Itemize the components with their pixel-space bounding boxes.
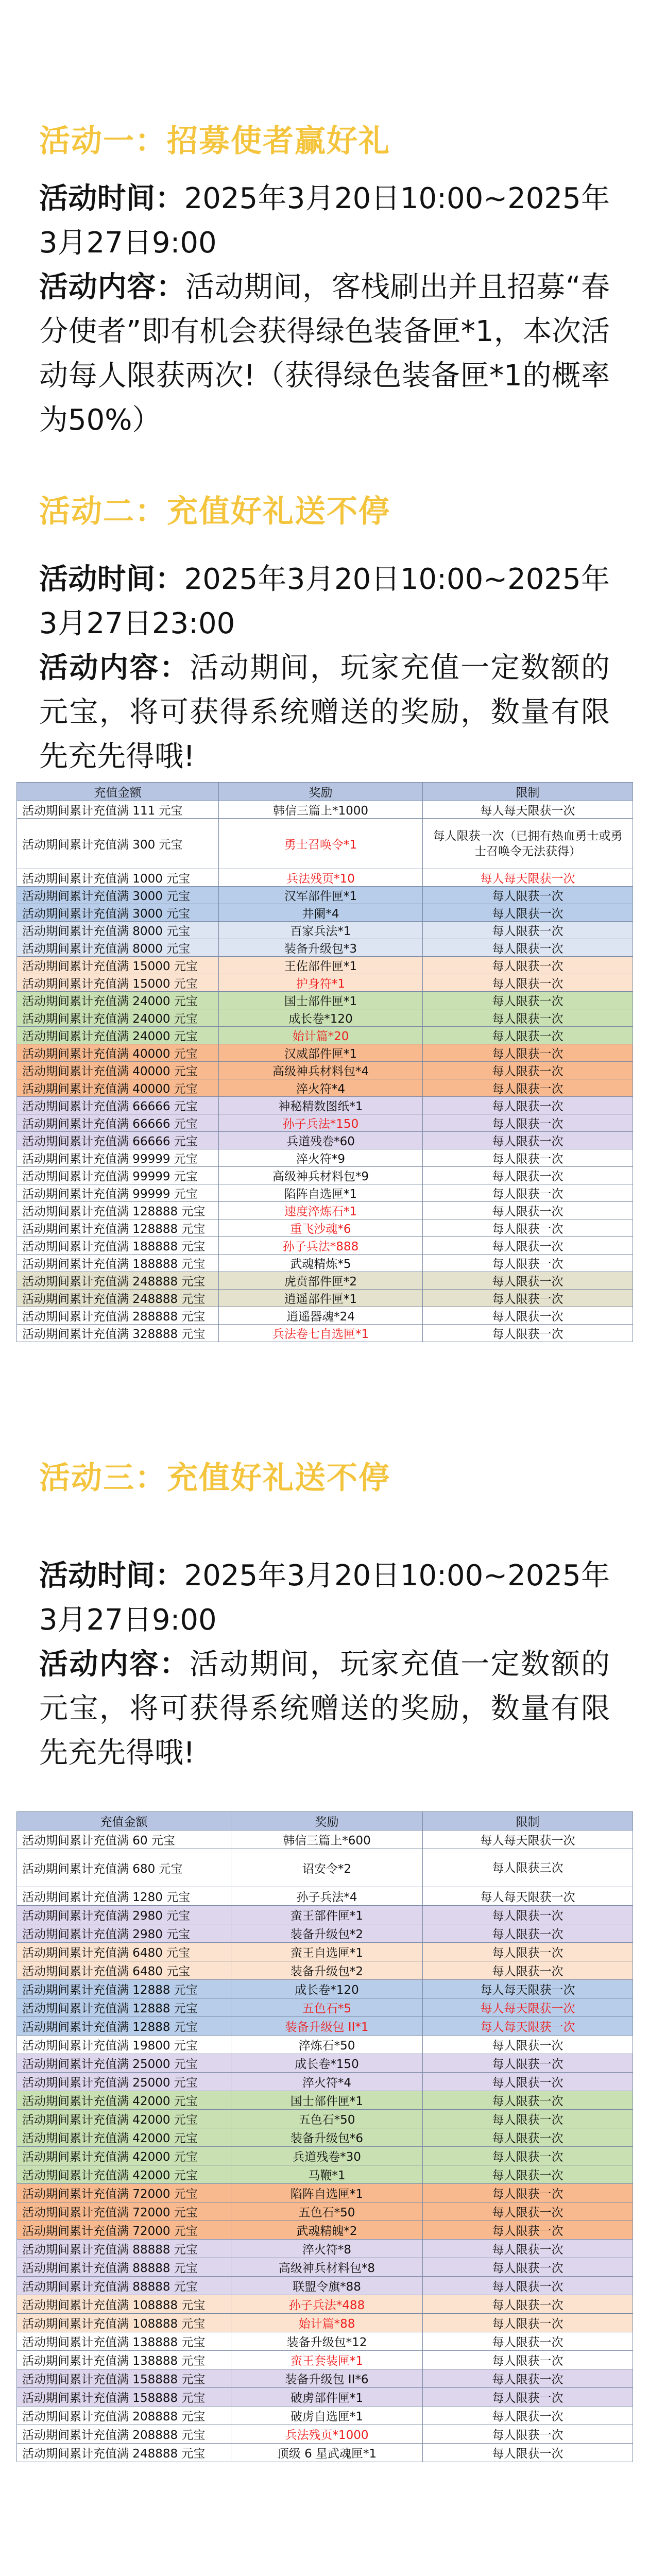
reward-cell: 韩信三篇上*1000: [219, 801, 423, 819]
amount-cell: 活动期间累计充值满 6480 元宝: [17, 1961, 231, 1980]
limit-cell: 每人限获一次（已拥有热血勇士或勇士召唤令无法获得）: [423, 819, 633, 869]
reward-cell: 国士部件匣*1: [219, 992, 423, 1009]
reward-cell: 虎贲部件匣*2: [219, 1272, 423, 1290]
header-amount: 充值金额: [17, 1812, 231, 1831]
amount-cell: 活动期间累计充值满 8000 元宝: [17, 939, 219, 957]
table-row: [17, 2091, 633, 2110]
table-row: [17, 1325, 633, 1342]
table-row: [17, 2351, 633, 2369]
table-row: [17, 974, 633, 992]
table-row: [17, 2110, 633, 2128]
amount-cell: 活动期间累计充值满 108888 元宝: [17, 2295, 231, 2314]
reward-cell: 兵道残卷*30: [231, 2147, 423, 2165]
limit-cell: 每人每天限获一次: [423, 1980, 633, 1998]
table-row: [17, 2128, 633, 2147]
amount-cell: 活动期间累计充值满 42000 元宝: [17, 2110, 231, 2128]
reward-cell: 韩信三篇上*600: [231, 1831, 423, 1849]
activity-1-content: [39, 265, 610, 443]
amount-cell: 活动期间累计充值满 2980 元宝: [17, 1906, 231, 1924]
amount-cell: 活动期间累计充值满 40000 元宝: [17, 1062, 219, 1079]
reward-cell: 汉威部件匣*1: [219, 1044, 423, 1062]
limit-cell: 每人限获一次: [423, 2110, 633, 2128]
limit-cell: 每人限获一次: [423, 2369, 633, 2388]
table-header-row: [17, 1812, 633, 1831]
reward-cell: 装备升级包*12: [231, 2332, 423, 2351]
content-value: 活动期间，玩家充值一定数额的元宝，将可获得系统赠送的奖励，数量有限先充先得哦!: [39, 651, 610, 773]
table-row: [17, 1167, 633, 1184]
table-row: [17, 1998, 633, 2017]
reward-cell: 装备升级包 II*1: [231, 2017, 423, 2036]
reward-cell: 孙子兵法*150: [219, 1114, 423, 1132]
limit-cell: 每人每天限获一次: [423, 801, 633, 819]
limit-cell: 每人限获一次: [423, 1132, 633, 1149]
amount-cell: 活动期间累计充值满 248888 元宝: [17, 2444, 231, 2462]
limit-cell: 每人每天限获一次: [423, 1887, 633, 1906]
table-row: [17, 2036, 633, 2054]
content-label: 活动内容：: [39, 1648, 190, 1681]
amount-cell: 活动期间累计充值满 42000 元宝: [17, 2091, 231, 2110]
reward-cell: 始计篇*20: [219, 1027, 423, 1044]
amount-cell: 活动期间累计充值满 158888 元宝: [17, 2369, 231, 2388]
table-row: [17, 2332, 633, 2351]
amount-cell: 活动期间累计充值满 208888 元宝: [17, 2406, 231, 2425]
table-row: [17, 1114, 633, 1132]
table-row: [17, 1924, 633, 1943]
time-label: 活动时间：: [39, 182, 184, 215]
time-value: 2025年3月20日10:00~2025年3月27日23:00: [39, 563, 610, 640]
reward-table-2: [16, 1811, 633, 2462]
activity-2: [0, 443, 649, 779]
reward-table-1-wrapper: [0, 782, 649, 1342]
time-label: 活动时间：: [39, 1559, 184, 1592]
amount-cell: 活动期间累计充值满 99999 元宝: [17, 1167, 219, 1184]
amount-cell: 活动期间累计充值满 128888 元宝: [17, 1202, 219, 1219]
limit-cell: 每人限获一次: [423, 2258, 633, 2277]
amount-cell: 活动期间累计充值满 15000 元宝: [17, 957, 219, 974]
table-row: [17, 904, 633, 922]
reward-cell: 兵法卷七自选匣*1: [219, 1325, 423, 1342]
limit-cell: 每人限获一次: [423, 1202, 633, 1219]
reward-cell: 孙子兵法*488: [231, 2295, 423, 2314]
reward-cell: 五色石*50: [231, 2202, 423, 2221]
reward-cell: 成长卷*120: [231, 1980, 423, 1998]
amount-cell: 活动期间累计充值满 25000 元宝: [17, 2073, 231, 2091]
table-header-row: [17, 783, 633, 801]
limit-cell: 每人限获一次: [423, 2091, 633, 2110]
table-row: [17, 2184, 633, 2202]
table-row: [17, 2425, 633, 2444]
table-row: [17, 2202, 633, 2221]
limit-cell: 每人限获一次: [423, 2406, 633, 2425]
amount-cell: 活动期间累计充值满 72000 元宝: [17, 2221, 231, 2240]
table-row: [17, 869, 633, 887]
amount-cell: 活动期间累计充值满 24000 元宝: [17, 1027, 219, 1044]
amount-cell: 活动期间累计充值满 88888 元宝: [17, 2258, 231, 2277]
amount-cell: 活动期间累计充值满 108888 元宝: [17, 2314, 231, 2332]
table-row: [17, 1237, 633, 1255]
limit-cell: 每人限获一次: [423, 2314, 633, 2332]
limit-cell: 每人限获一次: [423, 1237, 633, 1255]
amount-cell: 活动期间累计充值满 288888 元宝: [17, 1307, 219, 1325]
reward-cell: 孙子兵法*888: [219, 1237, 423, 1255]
reward-cell: 陷阵自选匣*1: [231, 2184, 423, 2202]
limit-cell: 每人限获一次: [423, 2147, 633, 2165]
reward-cell: 蛮王部件匣*1: [231, 1906, 423, 1924]
limit-cell: 每人限获一次: [423, 939, 633, 957]
table-row: [17, 819, 633, 869]
reward-cell: 淬火符*8: [231, 2240, 423, 2258]
limit-cell: 每人限获一次: [423, 992, 633, 1009]
table-row: [17, 1887, 633, 1906]
reward-cell: 破虏部件匣*1: [231, 2388, 423, 2406]
reward-cell: 装备升级包*3: [219, 939, 423, 957]
reward-cell: 高级神兵材料包*9: [219, 1167, 423, 1184]
content-value: 活动期间，玩家充值一定数额的元宝，将可获得系统赠送的奖励，数量有限先充先得哦!: [39, 1648, 610, 1770]
reward-cell: 淬炼石*50: [231, 2036, 423, 2054]
table-row: [17, 1132, 633, 1149]
limit-cell: 每人限获一次: [423, 1009, 633, 1027]
content-value: 活动期间，客栈刷出并且招募“春分使者”即有机会获得绿色装备匣*1，本次活动每人限获两次!（获得绿色装备匣*1的概率为50%）: [39, 270, 610, 437]
activity-3-title: 活动三：充值好礼送不停: [39, 1460, 390, 1496]
table-row: [17, 2221, 633, 2240]
amount-cell: 活动期间累计充值满 138888 元宝: [17, 2332, 231, 2351]
amount-cell: 活动期间累计充值满 66666 元宝: [17, 1132, 219, 1149]
amount-cell: 活动期间累计充值满 24000 元宝: [17, 992, 219, 1009]
reward-cell: 蛮王自选匣*1: [231, 1943, 423, 1961]
limit-cell: 每人限获一次: [423, 1062, 633, 1079]
table-row: [17, 1943, 633, 1961]
limit-cell: 每人限获一次: [423, 1097, 633, 1114]
table-row: [17, 1961, 633, 1980]
table-row: [17, 1079, 633, 1097]
table-row: [17, 2388, 633, 2406]
activity-3-time: [39, 1554, 610, 1642]
table-row: [17, 1027, 633, 1044]
amount-cell: 活动期间累计充值满 88888 元宝: [17, 2277, 231, 2295]
table-row: [17, 922, 633, 939]
reward-cell: 重飞沙魂*6: [219, 1219, 423, 1237]
amount-cell: 活动期间累计充值满 188888 元宝: [17, 1255, 219, 1272]
reward-cell: 武魂精魄*2: [231, 2221, 423, 2240]
reward-cell: 顶级 6 星武魂匣*1: [231, 2444, 423, 2462]
table-row: [17, 1184, 633, 1202]
table-row: [17, 1149, 633, 1167]
amount-cell: 活动期间累计充值满 158888 元宝: [17, 2388, 231, 2406]
table-row: [17, 1097, 633, 1114]
limit-cell: 每人限获一次: [423, 1184, 633, 1202]
reward-cell: 逍遥部件匣*1: [219, 1290, 423, 1307]
amount-cell: 活动期间累计充值满 40000 元宝: [17, 1079, 219, 1097]
reward-table-1: [16, 782, 633, 1342]
activity-2-time: [39, 557, 610, 646]
limit-cell: 每人限获一次: [423, 957, 633, 974]
table-row: [17, 1062, 633, 1079]
amount-cell: 活动期间累计充值满 138888 元宝: [17, 2351, 231, 2369]
table-row: [17, 1044, 633, 1062]
amount-cell: 活动期间累计充值满 72000 元宝: [17, 2202, 231, 2221]
limit-cell: 每人限获一次: [423, 1167, 633, 1184]
amount-cell: 活动期间累计充值满 88888 元宝: [17, 2240, 231, 2258]
activity-2-title: 活动二：充值好礼送不停: [39, 494, 390, 530]
amount-cell: 活动期间累计充值满 66666 元宝: [17, 1097, 219, 1114]
reward-cell: 装备升级包*6: [231, 2128, 423, 2147]
limit-cell: 每人限获一次: [423, 1219, 633, 1237]
table-row: [17, 1831, 633, 1849]
limit-cell: 每人限获一次: [423, 1943, 633, 1961]
amount-cell: 活动期间累计充值满 680 元宝: [17, 1849, 231, 1887]
table-row: [17, 1849, 633, 1887]
activity-1: [0, 0, 649, 443]
table-row: [17, 939, 633, 957]
table-row: [17, 2406, 633, 2425]
limit-cell: 每人限获一次: [423, 2332, 633, 2351]
table-row: [17, 992, 633, 1009]
limit-cell: 每人限获一次: [423, 904, 633, 922]
table-row: [17, 1307, 633, 1325]
table-row: [17, 2444, 633, 2462]
limit-cell: 每人限获一次: [423, 2128, 633, 2147]
time-value: 2025年3月20日10:00~2025年3月27日9:00: [39, 1559, 610, 1637]
amount-cell: 活动期间累计充值满 42000 元宝: [17, 2128, 231, 2147]
amount-cell: 活动期间累计充值满 12888 元宝: [17, 1980, 231, 1998]
reward-cell: 蛮王套装匣*1: [231, 2351, 423, 2369]
reward-cell: 神秘精数图纸*1: [219, 1097, 423, 1114]
limit-cell: 每人限获一次: [423, 2444, 633, 2462]
reward-cell: 诏安令*2: [231, 1849, 423, 1887]
amount-cell: 活动期间累计充值满 99999 元宝: [17, 1184, 219, 1202]
amount-cell: 活动期间累计充值满 248888 元宝: [17, 1290, 219, 1307]
reward-cell: 兵法残页*1000: [231, 2425, 423, 2444]
activity-3: [0, 1342, 649, 1775]
reward-cell: 武魂精炼*5: [219, 1255, 423, 1272]
amount-cell: 活动期间累计充值满 300 元宝: [17, 819, 219, 869]
table-row: [17, 2369, 633, 2388]
reward-cell: 兵法残页*10: [219, 869, 423, 887]
table-row: [17, 1202, 633, 1219]
amount-cell: 活动期间累计充值满 42000 元宝: [17, 2147, 231, 2165]
header-limit: 限制: [423, 783, 633, 801]
amount-cell: 活动期间累计充值满 3000 元宝: [17, 904, 219, 922]
amount-cell: 活动期间累计充值满 12888 元宝: [17, 2017, 231, 2036]
reward-cell: 汉军部件匣*1: [219, 887, 423, 904]
table-row: [17, 1255, 633, 1272]
amount-cell: 活动期间累计充值满 248888 元宝: [17, 1272, 219, 1290]
amount-cell: 活动期间累计充值满 1000 元宝: [17, 869, 219, 887]
limit-cell: 每人每天限获一次: [423, 1831, 633, 1849]
reward-cell: 高级神兵材料包*4: [219, 1062, 423, 1079]
amount-cell: 活动期间累计充值满 60 元宝: [17, 1831, 231, 1849]
amount-cell: 活动期间累计充值满 66666 元宝: [17, 1114, 219, 1132]
limit-cell: 每人限获一次: [423, 2054, 633, 2073]
reward-cell: 井阑*4: [219, 904, 423, 922]
limit-cell: 每人限获一次: [423, 974, 633, 992]
amount-cell: 活动期间累计充值满 208888 元宝: [17, 2425, 231, 2444]
header-amount: 充值金额: [17, 783, 219, 801]
limit-cell: 每人限获一次: [423, 2277, 633, 2295]
reward-cell: 勇士召唤令*1: [219, 819, 423, 869]
table-row: [17, 2314, 633, 2332]
table-row: [17, 1906, 633, 1924]
amount-cell: 活动期间累计充值满 328888 元宝: [17, 1325, 219, 1342]
reward-cell: 淬火符*4: [219, 1079, 423, 1097]
limit-cell: 每人限获一次: [423, 1307, 633, 1325]
table-row: [17, 1219, 633, 1237]
limit-cell: 每人限获一次: [423, 2388, 633, 2406]
limit-cell: 每人限获一次: [423, 1027, 633, 1044]
amount-cell: 活动期间累计充值满 25000 元宝: [17, 2054, 231, 2073]
amount-cell: 活动期间累计充值满 24000 元宝: [17, 1009, 219, 1027]
reward-cell: 淬火符*9: [219, 1149, 423, 1167]
reward-cell: 联盟令旗*88: [231, 2277, 423, 2295]
limit-cell: 每人限获一次: [423, 1924, 633, 1943]
limit-cell: 每人限获一次: [423, 1114, 633, 1132]
amount-cell: 活动期间累计充值满 42000 元宝: [17, 2165, 231, 2184]
table-row: [17, 887, 633, 904]
table-row: [17, 801, 633, 819]
limit-cell: 每人限获一次: [423, 2036, 633, 2054]
reward-cell: 兵道残卷*60: [219, 1132, 423, 1149]
amount-cell: 活动期间累计充值满 111 元宝: [17, 801, 219, 819]
table-row: [17, 2240, 633, 2258]
reward-cell: 百家兵法*1: [219, 922, 423, 939]
reward-cell: 装备升级包 II*6: [231, 2369, 423, 2388]
table-row: [17, 2258, 633, 2277]
limit-cell: 每人限获一次: [423, 1325, 633, 1342]
content-label: 活动内容：: [39, 651, 190, 685]
amount-cell: 活动期间累计充值满 3000 元宝: [17, 887, 219, 904]
amount-cell: 活动期间累计充值满 8000 元宝: [17, 922, 219, 939]
limit-cell: 每人每天限获一次: [423, 1998, 633, 2017]
reward-cell: 五色石*5: [231, 1998, 423, 2017]
limit-cell: 每人每天限获一次: [423, 869, 633, 887]
activity-1-time: [39, 177, 610, 265]
reward-cell: 国士部件匣*1: [231, 2091, 423, 2110]
table-row: [17, 2147, 633, 2165]
reward-cell: 陷阵自选匣*1: [219, 1184, 423, 1202]
table-row: [17, 2073, 633, 2091]
limit-cell: 每人限获一次: [423, 2295, 633, 2314]
table-row: [17, 2295, 633, 2314]
limit-cell: 每人限获一次: [423, 1044, 633, 1062]
amount-cell: 活动期间累计充值满 15000 元宝: [17, 974, 219, 992]
header-reward: 奖励: [219, 783, 423, 801]
limit-cell: 每人限获一次: [423, 922, 633, 939]
amount-cell: 活动期间累计充值满 12888 元宝: [17, 1998, 231, 2017]
limit-cell: 每人限获一次: [423, 2351, 633, 2369]
amount-cell: 活动期间累计充值满 40000 元宝: [17, 1044, 219, 1062]
reward-cell: 护身符*1: [219, 974, 423, 992]
limit-cell: 每人限获一次: [423, 1079, 633, 1097]
time-label: 活动时间：: [39, 563, 184, 596]
limit-cell: 每人每天限获一次: [423, 2017, 633, 2036]
limit-cell: 每人限获一次: [423, 2221, 633, 2240]
header-reward: 奖励: [231, 1812, 423, 1831]
limit-cell: 每人限获一次: [423, 2073, 633, 2091]
table-row: [17, 2017, 633, 2036]
reward-cell: 装备升级包*2: [231, 1924, 423, 1943]
limit-cell: 每人限获一次: [423, 2165, 633, 2184]
reward-table-2-wrapper: [0, 1811, 649, 2462]
table-row: [17, 1290, 633, 1307]
amount-cell: 活动期间累计充值满 19800 元宝: [17, 2036, 231, 2054]
amount-cell: 活动期间累计充值满 6480 元宝: [17, 1943, 231, 1961]
limit-cell: 每人限获一次: [423, 2240, 633, 2258]
reward-cell: 始计篇*88: [231, 2314, 423, 2332]
limit-cell: 每人限获一次: [423, 2202, 633, 2221]
table-row: [17, 1272, 633, 1290]
reward-cell: 破虏自选匣*1: [231, 2406, 423, 2425]
amount-cell: 活动期间累计充值满 188888 元宝: [17, 1237, 219, 1255]
reward-cell: 淬火符*4: [231, 2073, 423, 2091]
limit-cell: 每人限获一次: [423, 2425, 633, 2444]
table-row: [17, 957, 633, 974]
amount-cell: 活动期间累计充值满 99999 元宝: [17, 1149, 219, 1167]
reward-cell: 五色石*50: [231, 2110, 423, 2128]
activity-1-title: 活动一：招募使者赢好礼: [39, 123, 390, 159]
activity-2-content: [39, 646, 610, 779]
amount-cell: 活动期间累计充值满 1280 元宝: [17, 1887, 231, 1906]
header-limit: 限制: [423, 1812, 633, 1831]
amount-cell: 活动期间累计充值满 2980 元宝: [17, 1924, 231, 1943]
amount-cell: 活动期间累计充值满 128888 元宝: [17, 1219, 219, 1237]
table-row: [17, 2165, 633, 2184]
reward-cell: 速度淬炼石*1: [219, 1202, 423, 1219]
limit-cell: 每人限获一次: [423, 1149, 633, 1167]
content-label: 活动内容：: [39, 270, 185, 304]
limit-cell: 每人限获一次: [423, 1272, 633, 1290]
limit-cell: 每人限获一次: [423, 2184, 633, 2202]
reward-cell: 王佐部件匣*1: [219, 957, 423, 974]
reward-cell: 孙子兵法*4: [231, 1887, 423, 1906]
reward-cell: 马鞭*1: [231, 2165, 423, 2184]
reward-cell: 逍遥器魂*24: [219, 1307, 423, 1325]
reward-cell: 成长卷*120: [219, 1009, 423, 1027]
reward-cell: 成长卷*150: [231, 2054, 423, 2073]
table-row: [17, 2054, 633, 2073]
limit-cell: 每人限获一次: [423, 1290, 633, 1307]
reward-cell: 高级神兵材料包*8: [231, 2258, 423, 2277]
table-row: [17, 2277, 633, 2295]
limit-cell: 每人限获三次: [423, 1849, 633, 1887]
reward-cell: 装备升级包*2: [231, 1961, 423, 1980]
limit-cell: 每人限获一次: [423, 1906, 633, 1924]
table-row: [17, 1980, 633, 1998]
limit-cell: 每人限获一次: [423, 887, 633, 904]
time-value: 2025年3月20日10:00~2025年3月27日9:00: [39, 182, 610, 260]
activity-3-content: [39, 1642, 610, 1775]
table-row: [17, 1009, 633, 1027]
limit-cell: 每人限获一次: [423, 1255, 633, 1272]
amount-cell: 活动期间累计充值满 72000 元宝: [17, 2184, 231, 2202]
limit-cell: 每人限获一次: [423, 1961, 633, 1980]
